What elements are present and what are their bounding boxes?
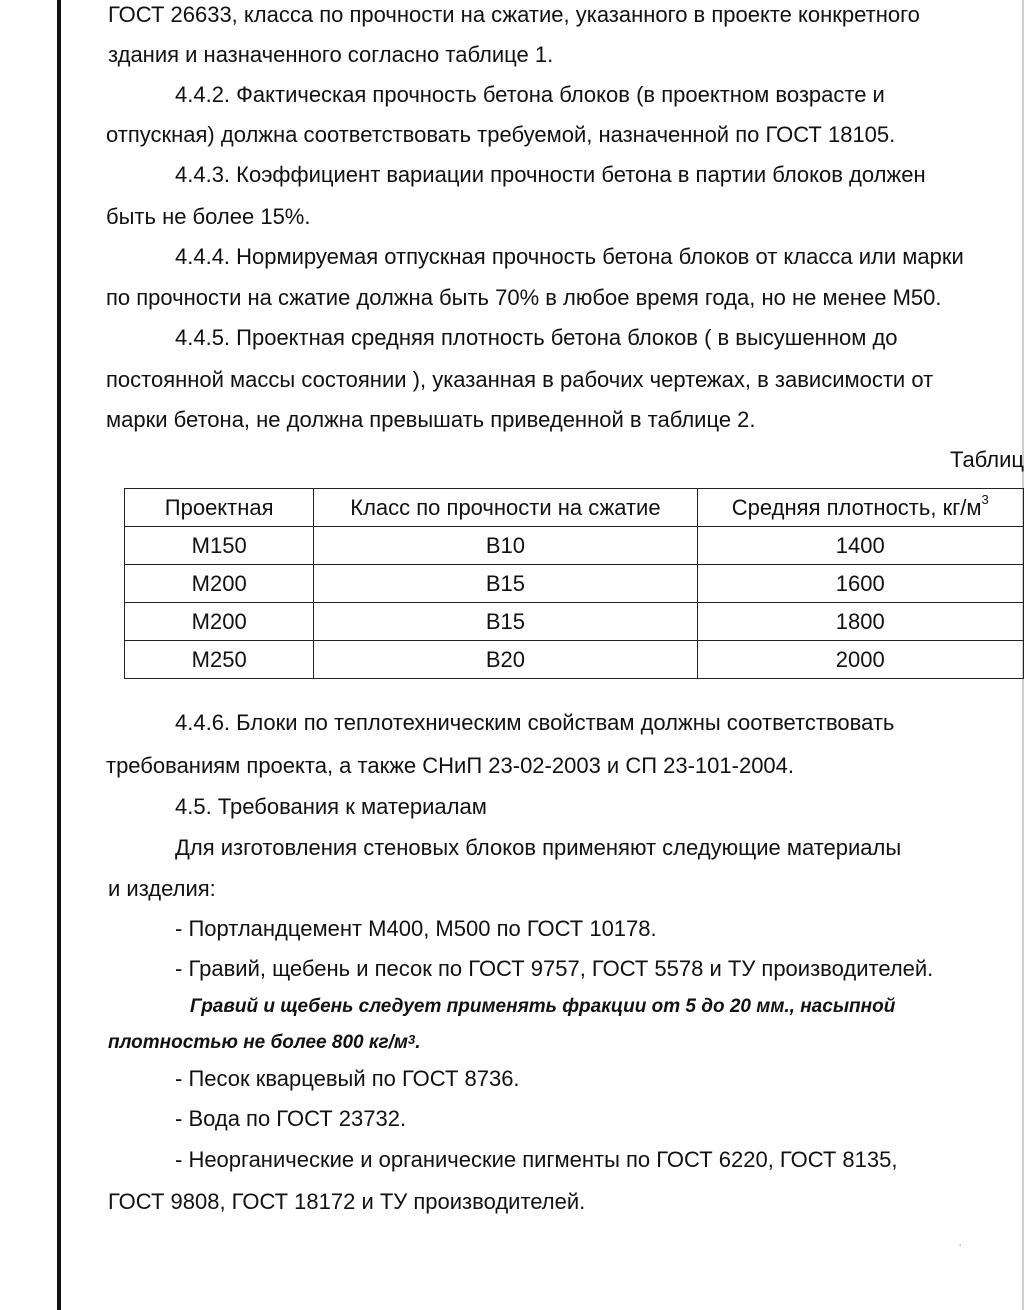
table-caption: Таблиц — [950, 447, 1024, 472]
table-row — [125, 641, 1024, 679]
table-cell: 1600 — [697, 565, 1023, 603]
text-line: и изделия: — [108, 876, 216, 901]
text-line: отпускная) должна соответствовать требуемой, назначенной по ГОСТ 18105. — [106, 122, 896, 147]
text-line: Для изготовления стеновых блоков применяют следующие материалы — [175, 835, 902, 860]
text-line: постоянной массы состоянии ), указанная в рабочих чертежах, в зависимости от — [106, 367, 934, 392]
text-line: ГОСТ 9808, ГОСТ 18172 и ТУ производителей. — [108, 1189, 586, 1214]
text-line: марки бетона, не должна превышать приведенной в таблице 2. — [106, 407, 756, 432]
material-item: - Песок кварцевый по ГОСТ 8736. — [175, 1066, 520, 1091]
text-line: по прочности на сжатие должна быть 70% в любое время года, но не менее М50. — [106, 285, 942, 310]
table-cell: В20 — [314, 641, 697, 679]
table-row — [125, 603, 1024, 641]
material-item: - Вода по ГОСТ 23732. — [175, 1106, 407, 1131]
table-header-cell: Класс по прочности на сжатие — [314, 489, 697, 527]
table-cell: 1400 — [697, 527, 1023, 565]
text-line: требованиям проекта, а также СНиП 23-02-2003 и СП 23-101-2004. — [106, 753, 795, 778]
table-cell: 1800 — [697, 603, 1023, 641]
table-cell: 2000 — [697, 641, 1023, 679]
section-4-5-heading: 4.5. Требования к материалам — [175, 794, 487, 819]
note-line: Гравий и щебень следует применять фракции от 5 до 20 мм., насыпной — [190, 996, 896, 1017]
paragraph-4-4-6: 4.4.6. Блоки по теплотехническим свойствам должны соответствовать — [175, 710, 895, 735]
table-cell: В15 — [314, 603, 697, 641]
density-table — [124, 488, 1024, 679]
paragraph-4-4-4: 4.4.4. Нормируемая отпускная прочность бетона блоков от класса или марки — [175, 244, 964, 269]
text-line: быть не более 15%. — [106, 204, 311, 229]
table-row — [125, 565, 1024, 603]
note-line: плотностью не более 800 $кг/м^3$. — [108, 1032, 421, 1053]
table-header-cell: Средняя плотность, $кг/м^3$ — [697, 489, 1023, 527]
table-cell: М250 — [125, 641, 314, 679]
table-cell: М150 — [125, 527, 314, 565]
text-line: ГОСТ 26633, класса по прочности на сжатие, указанного в проекте конкретного — [108, 2, 920, 27]
table-cell: М200 — [125, 565, 314, 603]
table-cell: В10 — [314, 527, 697, 565]
table-cell: М200 — [125, 603, 314, 641]
paragraph-4-4-3: 4.4.3. Коэффициент вариации прочности бетона в партии блоков должен — [175, 162, 926, 187]
paragraph-4-4-5: 4.4.5. Проектная средняя плотность бетона блоков ( в высушенном до — [175, 325, 898, 350]
table-header-row — [125, 489, 1024, 527]
material-item: - Гравий, щебень и песок по ГОСТ 9757, ГОСТ 5578 и ТУ производителей. — [175, 956, 934, 981]
left-margin-line — [57, 0, 61, 1310]
table-row — [125, 527, 1024, 565]
paragraph-4-4-2: 4.4.2. Фактическая прочность бетона блоков (в проектном возрасте и — [175, 82, 885, 107]
table-cell: В15 — [314, 565, 697, 603]
text-line: здания и назначенного согласно таблице 1. — [108, 42, 554, 67]
material-item: - Неорганические и органические пигменты по ГОСТ 6220, ГОСТ 8135, — [175, 1147, 898, 1172]
material-item: - Портландцемент М400, М500 по ГОСТ 10178. — [175, 916, 657, 941]
table-header-cell: Проектная — [125, 489, 314, 527]
scan-speck: · — [958, 1236, 963, 1252]
